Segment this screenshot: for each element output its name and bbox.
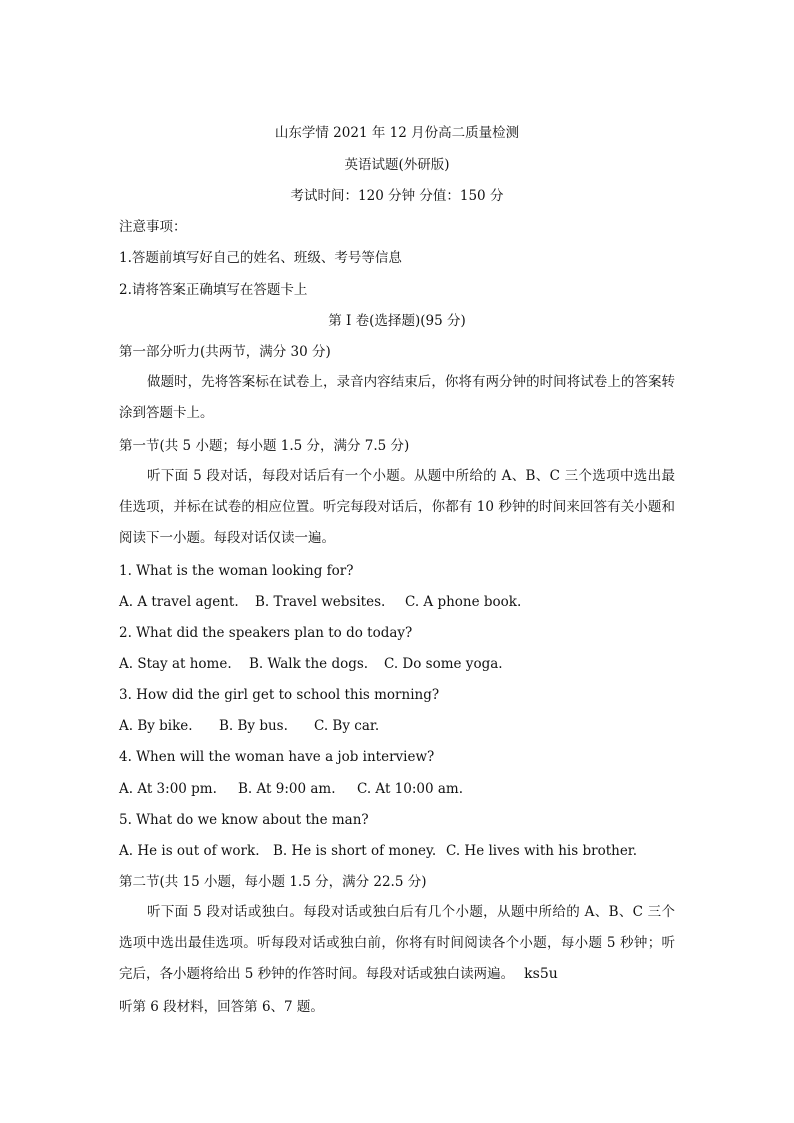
option-a: A. A travel agent. — [119, 594, 239, 610]
option-b: B. He is short of money. — [273, 843, 437, 859]
option-a: A. By bike. — [119, 718, 193, 734]
notes-item-1: 1.答题前填写好自己的姓名、班级、考号等信息 — [119, 250, 402, 266]
volume-title: 第 I 卷(选择题)(95 分) — [328, 313, 466, 329]
option-a: A. He is out of work. — [119, 843, 260, 859]
option-b: B. Travel websites. — [255, 594, 386, 610]
section2-heading: 第二节(共 15 小题，每小题 1.5 分，满分 22.5 分) — [119, 874, 427, 890]
option-c: C. Do some yoga. — [384, 656, 503, 672]
question-3-options — [119, 717, 379, 735]
option-b: B. At 9:00 am. — [238, 781, 336, 797]
question-5: 5. What do we know about the man? — [119, 812, 369, 828]
notes-item-2: 2.请将答案正确填写在答题卡上 — [119, 282, 308, 298]
option-c: C. By car. — [314, 718, 380, 734]
section1-heading: 第一节(共 5 小题；每小题 1.5 分，满分 7.5 分) — [119, 438, 410, 454]
watermark-mark: ks5u — [524, 966, 558, 982]
material-line: 听第 6 段材料，回答第 6、7 题。 — [119, 999, 324, 1015]
section2-instruction-text: 听下面 5 段对话或独白。每段对话或独白后有几个小题，从题中所给的 A、B、C 三个选项中选出最佳选项。听每段对话或独白前，你将有时间阅读各个小题，每小题 5 秒钟；听完后，各小题将给出 5 秒钟的作答时间。每段对话或独白读两遍。 — [119, 904, 675, 982]
option-c: C. He lives with his brother. — [446, 843, 638, 859]
question-4: 4. When will the woman have a job interview? — [119, 749, 435, 765]
exam-info: 考试时间：120 分钟 分值：150 分 — [290, 188, 504, 204]
option-b: B. By bus. — [219, 718, 288, 734]
option-a: A. Stay at home. — [119, 656, 232, 672]
part1-instruction: 做题时，先将答案标在试卷上，录音内容结束后，你将有两分钟的时间将试卷上的答案转涂到答题卡上。 — [119, 374, 675, 421]
option-c: C. A phone book. — [405, 594, 522, 610]
question-3: 3. How did the girl get to school this morning? — [119, 687, 440, 703]
question-2-options — [119, 655, 503, 673]
question-5-options — [119, 842, 637, 860]
section2-instruction — [119, 897, 675, 990]
section1-instruction: 听下面 5 段对话，每段对话后有一个小题。从题中所给的 A、B、C 三个选项中选出最佳选项，并标在试卷的相应位置。听完每段对话后，你都有 10 秒钟的时间来回答有关小题和阅读下一小题。每段对话仅读一遍。 — [119, 468, 675, 546]
question-2: 2. What did the speakers plan to do today? — [119, 625, 413, 641]
option-a: A. At 3:00 pm. — [119, 781, 217, 797]
option-b: B. Walk the dogs. — [249, 656, 369, 672]
question-4-options — [119, 780, 463, 798]
question-1: 1. What is the woman looking for? — [119, 563, 354, 579]
exam-subtitle: 英语试题(外研版) — [344, 157, 450, 173]
option-c: C. At 10:00 am. — [357, 781, 463, 797]
notes-heading: 注意事项： — [119, 219, 187, 235]
question-1-options — [119, 593, 521, 611]
exam-title: 山东学情 2021 年 12 月份高二质量检测 — [274, 125, 520, 141]
part1-heading: 第一部分听力(共两节，满分 30 分) — [119, 344, 331, 360]
